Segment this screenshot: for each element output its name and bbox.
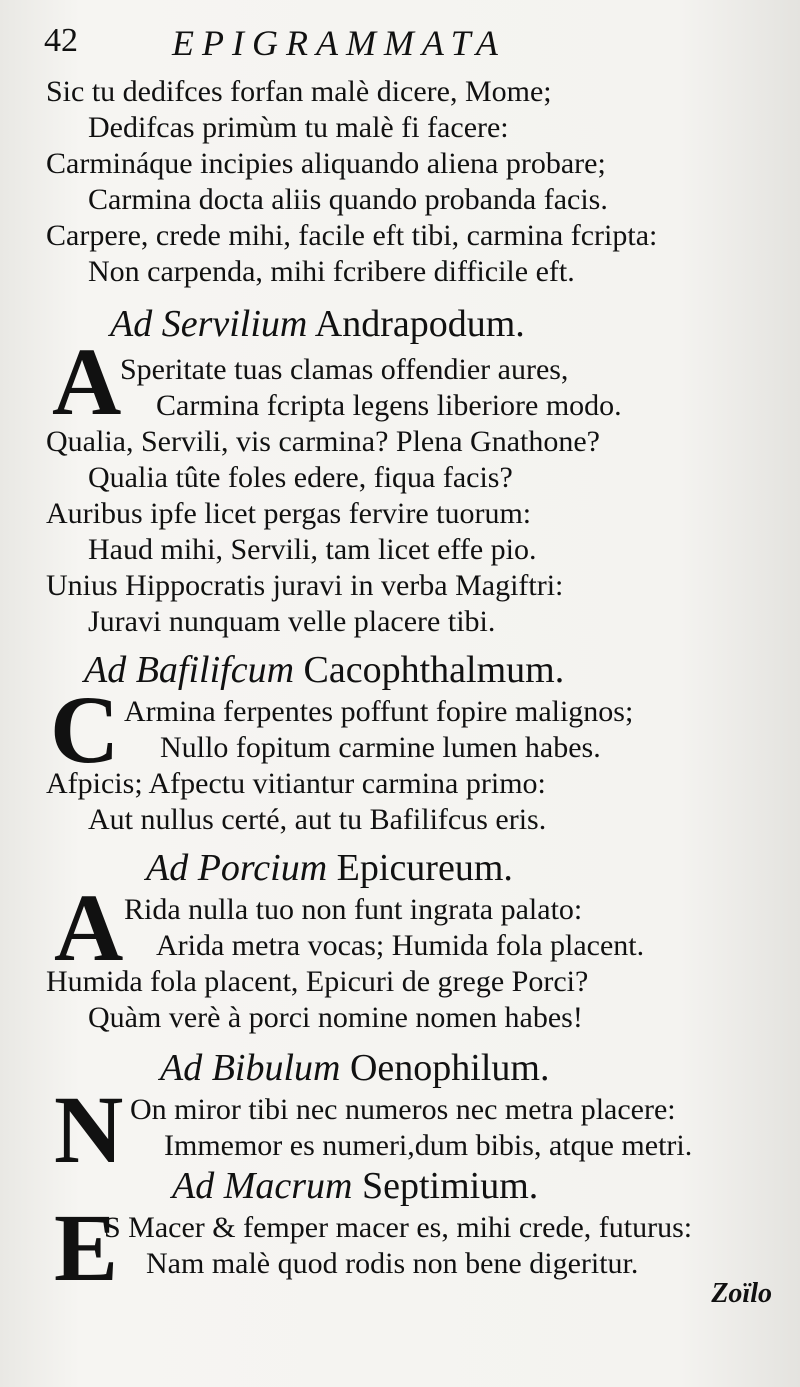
heading-italic: Ad Bafilifcum xyxy=(84,649,295,691)
verse-line: Qualia, Servili, vis carmina? Plena Gnathone? xyxy=(46,425,600,458)
catchword: Zoïlo xyxy=(711,1278,772,1309)
verse-line: Auribus ipfe licet pergas fervire tuorum: xyxy=(46,497,532,530)
verse-line: Unius Hippocratis juravi in verba Magiftri: xyxy=(46,569,564,602)
verse-line: Non carpenda, mihi fcribere difficile eft. xyxy=(88,255,575,288)
heading-roman: Cacophthalmum. xyxy=(303,649,565,691)
section-heading xyxy=(146,846,513,890)
heading-roman: Oenophilum. xyxy=(349,1047,550,1089)
heading-roman: Septimium. xyxy=(361,1165,539,1207)
verse-line: Carmina docta aliis quando probanda facis. xyxy=(88,183,608,216)
verse-line: On miror tibi nec numeros nec metra placere: xyxy=(130,1093,676,1126)
verse-line: Carmináque incipies aliquando aliena probare; xyxy=(46,147,606,180)
verse-line: Afpicis; Afpectu vitiantur carmina primo: xyxy=(46,767,546,800)
verse-line: Speritate tuas clamas offendier aures, xyxy=(120,353,569,386)
heading-italic: Ad Bibulum xyxy=(160,1047,341,1089)
section-heading xyxy=(160,1046,549,1090)
verse-line: Arida metra vocas; Humida fola placent. xyxy=(156,929,645,962)
heading-italic: Ad Porcium xyxy=(146,847,328,889)
verse-line: Immemor es numeri,dum bibis, atque metri. xyxy=(164,1129,693,1162)
verse-line: Juravi nunquam velle placere tibi. xyxy=(88,605,496,638)
verse-line: Haud mihi, Servili, tam licet effe pio. xyxy=(88,533,537,566)
verse-line: Aut nullus certé, aut tu Bafilifcus eris. xyxy=(88,803,547,836)
verse-line: Nam malè quod rodis non bene digeritur. xyxy=(146,1247,639,1280)
verse-line: Carmina fcripta legens liberiore modo. xyxy=(156,389,622,422)
verse-line: Armina ferpentes poffunt fopire malignos; xyxy=(124,695,634,728)
page-number: 42 xyxy=(44,22,78,59)
verse-line: Quàm verè à porci nomine nomen habes! xyxy=(88,1001,583,1034)
verse-line: Qualia tûte foles edere, fiqua facis? xyxy=(88,461,513,494)
section-heading xyxy=(172,1164,538,1208)
drop-capital: C xyxy=(50,676,120,783)
verse-line: Rida nulla tuo non funt ingrata palato: xyxy=(124,893,583,926)
verse-line: S Macer & femper macer es, mihi crede, futurus: xyxy=(104,1211,693,1244)
heading-italic: Ad Macrum xyxy=(172,1165,353,1207)
drop-capital: A xyxy=(54,874,124,981)
running-title: EPIGRAMMATA xyxy=(172,23,506,63)
verse-line: Carpere, crede mihi, facile eft tibi, carmina fcripta: xyxy=(46,219,658,252)
verse-line: Humida fola placent, Epicuri de grege Porci? xyxy=(46,965,589,998)
heading-roman: Andrapodum. xyxy=(314,303,525,345)
section-heading xyxy=(110,302,525,346)
page-header xyxy=(44,18,744,68)
verse-line: Dedifcas primùm tu malè fi facere: xyxy=(88,111,509,144)
heading-roman: Epicureum. xyxy=(336,847,513,889)
section-heading xyxy=(84,648,564,692)
verse-line: Nullo fopitum carmine lumen habes. xyxy=(160,731,601,764)
heading-italic: Ad Servilium xyxy=(110,303,308,345)
verse-line: Sic tu dedifces forfan malè dicere, Mome; xyxy=(46,75,552,108)
drop-capital: N xyxy=(54,1076,124,1183)
drop-capital: E xyxy=(54,1194,119,1301)
drop-capital: A xyxy=(52,328,122,435)
